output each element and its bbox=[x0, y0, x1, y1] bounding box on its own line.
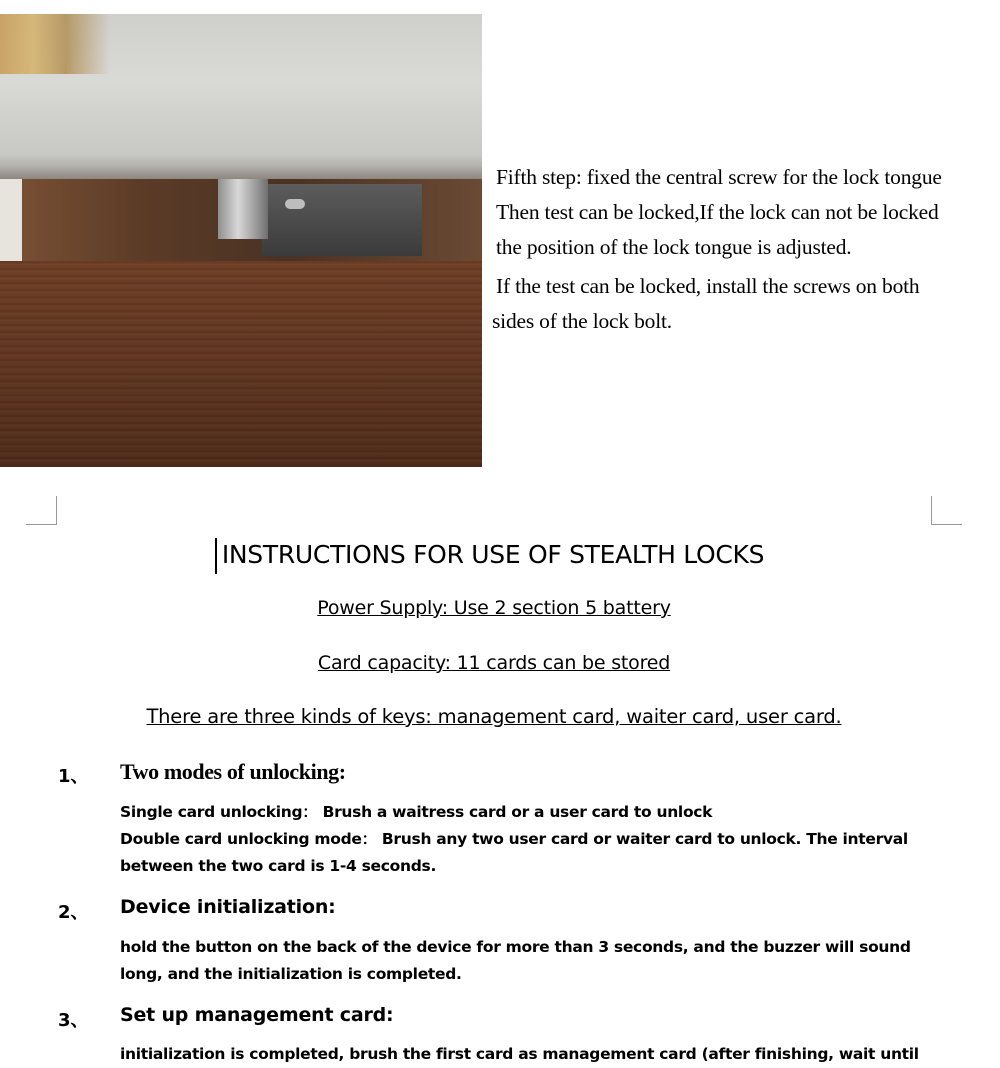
section-heading: Set up management card: bbox=[120, 1004, 394, 1026]
step-description bbox=[492, 160, 997, 339]
document-title: INSTRUCTIONS FOR USE OF STEALTH LOCKS bbox=[221, 540, 765, 569]
slot-light-gap bbox=[0, 179, 22, 261]
key-kinds-line: There are three kinds of keys: management card, waiter card, user card. bbox=[146, 705, 842, 728]
step-line: the position of the lock tongue is adjusted. bbox=[496, 235, 852, 259]
power-supply-line: Power Supply: Use 2 section 5 battery bbox=[317, 597, 671, 619]
step-line: sides of the lock bolt. bbox=[492, 309, 672, 333]
central-screw bbox=[285, 199, 305, 209]
wooden-door-panel bbox=[0, 261, 482, 467]
section-line: Double card unlocking mode： Brush any two user card or waiter card to unlock. The interval bbox=[120, 830, 908, 848]
section-line: long, and the initialization is completed. bbox=[120, 965, 462, 983]
lock-plate bbox=[262, 184, 422, 256]
section-heading: Two modes of unlocking: bbox=[120, 759, 346, 784]
section-number: 3、 bbox=[58, 1010, 89, 1031]
section-heading: Device initialization: bbox=[120, 896, 336, 918]
section-number: 1、 bbox=[58, 766, 89, 787]
section-number: 2、 bbox=[58, 902, 89, 923]
card-capacity-line: Card capacity: 11 cards can be stored bbox=[317, 652, 671, 674]
lock-bolt bbox=[218, 179, 268, 239]
section-body bbox=[120, 934, 940, 988]
background-shelf bbox=[0, 14, 110, 74]
section-body bbox=[120, 1041, 940, 1068]
section-line: Single card unlocking： Brush a waitress card or a user card to unlock bbox=[120, 803, 713, 821]
section-line: hold the button on the back of the device for more than 3 seconds, and the buzzer will sound bbox=[120, 938, 911, 956]
section-line: initialization is completed, brush the first card as management card (after finishing, wait until bbox=[120, 1045, 919, 1063]
step-line: Fifth step: fixed the central screw for the lock tongue bbox=[496, 165, 942, 189]
page-margin-corner-left bbox=[26, 496, 57, 525]
page-margin-corner-right bbox=[931, 496, 962, 525]
section-body bbox=[120, 799, 940, 880]
step-line: If the test can be locked, install the screws on both bbox=[496, 274, 920, 298]
section-line: between the two card is 1-4 seconds. bbox=[120, 857, 437, 875]
step-line: Then test can be locked,If the lock can not be locked bbox=[496, 200, 939, 224]
lock-installation-photo bbox=[0, 14, 482, 467]
